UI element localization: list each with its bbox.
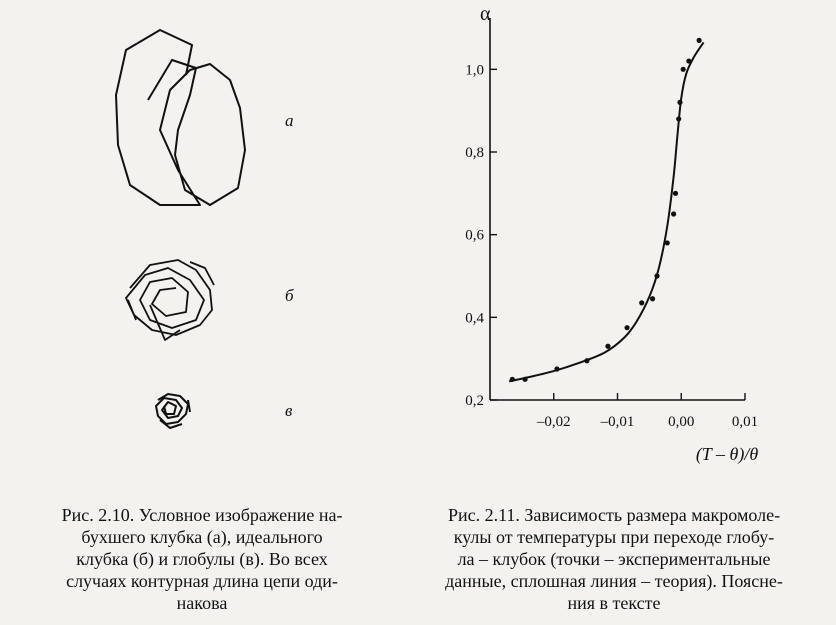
data-point [665,240,670,245]
caption-fig-2-11 [402,504,826,614]
data-point [681,67,686,72]
data-point [554,366,559,371]
caption-line: клубка (б) и глобулы (в). Во всех [76,549,328,569]
experimental-points-group [510,38,702,382]
caption-line: случаях контурная длина цепи оди- [66,571,338,591]
data-point [510,377,515,382]
caption-line: данные, сплошная линия – теория). Поясне- [445,571,783,591]
caption-line: кулы от температуры при переходе глобу- [453,527,775,547]
label-v: в [285,401,293,420]
data-point [624,325,629,330]
x-tick-label: –0,01 [600,414,635,430]
data-point [584,358,589,363]
x-tick-label: –0,02 [536,414,571,430]
caption-fig-2-10 [14,504,390,614]
y-axis-label: α [480,3,491,25]
data-point [677,100,682,105]
y-tick-label: 0,6 [465,227,484,244]
y-tick-label: 0,4 [465,310,484,327]
data-point [522,377,527,382]
data-point [654,273,659,278]
data-point [673,191,678,196]
caption-line: ния в тексте [567,593,661,613]
data-point [639,300,644,305]
caption-line: Рис. 2.11. Зависимость размера макромоле- [447,505,781,525]
data-point [686,58,691,63]
caption-line: накова [176,593,228,613]
data-point [650,296,655,301]
chart-axes [465,18,758,430]
label-b: б [285,286,294,305]
x-axis-label: (T – θ)/θ [695,444,759,464]
x-tick-label: 0,01 [731,414,759,430]
label-a: а [285,111,294,130]
caption-line: Рис. 2.10. Условное изображение на- [61,505,343,525]
y-tick-label: 0,8 [465,145,484,161]
y-tick-label: 0,2 [465,393,484,409]
data-point [671,211,676,216]
caption-line: ла – клубок (точки – экспериментальные [457,549,771,569]
x-tick-label: 0,00 [668,414,695,430]
data-point [697,38,702,43]
y-tick-label: 1,0 [465,62,484,79]
data-point [605,344,610,349]
data-point [676,116,681,121]
caption-line: бухшего клубка (а), идеального [81,527,323,547]
